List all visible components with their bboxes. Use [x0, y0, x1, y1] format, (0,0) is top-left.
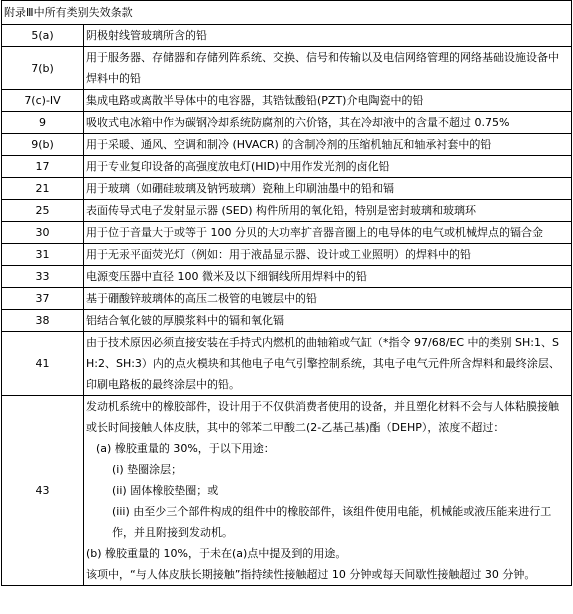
item-description — [84, 222, 572, 244]
item-code: 41 — [2, 332, 84, 396]
table-row — [2, 288, 572, 310]
item-description — [84, 178, 572, 200]
item-description — [84, 47, 572, 90]
description-line: 集成电路或离散半导体中的电容器，其锆钛酸铅(PZT)介电陶瓷中的铅 — [86, 94, 424, 107]
item-description — [84, 156, 572, 178]
exemption-table — [1, 24, 572, 586]
item-description — [84, 134, 572, 156]
document — [1, 0, 572, 586]
item-code: 9 — [2, 112, 84, 134]
description-line: (ii) 固体橡胶垫圈；或 — [112, 484, 219, 497]
description-line: 由于技术原因必须直接安装在手持式内燃机的曲轴箱或气缸（*指令 97/68/EC 中的类别 SH:1、SH:2、SH:3）内的点火模块和其他电子电气引擎控制系统，其电子电气元件所含焊料和最终涂层、印刷电路板的最终涂层中的铅。 — [86, 336, 560, 391]
table-row — [2, 222, 572, 244]
table-row — [2, 25, 572, 47]
description-line: 用于玻璃（如硼硅玻璃及钠钙玻璃）瓷釉上印刷油墨中的铅和镉 — [86, 182, 394, 195]
description-line: 表面传导式电子发射显示器 (SED) 构件所用的氧化铅，特别是密封玻璃和玻璃环 — [86, 204, 476, 217]
item-code: 5(a) — [2, 25, 84, 47]
table-caption: 附录Ⅲ中所有类别失效条款 — [1, 0, 572, 24]
description-line: (a) 橡胶重量的 30%，于以下用途： — [96, 442, 275, 455]
item-code: 25 — [2, 200, 84, 222]
description-line: (b) 橡胶重量的 10%，于未在(a)点中提及到的用途。 — [86, 547, 347, 560]
item-code: 38 — [2, 310, 84, 332]
description-line: 该项中，“与人体皮肤长期接触”指持续性接触超过 10 分钟或每天间歇性接触超过 30 分钟。 — [86, 568, 536, 581]
description-line: 用于服务器、存储器和存储列阵系统、交换、信号和传输以及电信网络管理的网络基础设施设备中焊料中的铅 — [86, 51, 559, 85]
item-code: 37 — [2, 288, 84, 310]
item-description — [84, 332, 572, 396]
item-description — [84, 244, 572, 266]
description-line: 电源变压器中直径 100 微米及以下细铜线所用焊料中的铅 — [86, 270, 367, 283]
item-code: 17 — [2, 156, 84, 178]
item-description — [84, 90, 572, 112]
item-description — [84, 288, 572, 310]
table-row — [2, 332, 572, 396]
table-row — [2, 112, 572, 134]
table-row — [2, 134, 572, 156]
table-row — [2, 90, 572, 112]
description-line: 阴极射线管玻璃所含的铅 — [86, 29, 207, 42]
description-line: 吸收式电冰箱中作为碳钢冷却系统防腐剂的六价铬，其在冷却液中的含量不超过 0.75% — [86, 116, 510, 129]
item-description — [84, 200, 572, 222]
description-line: (iii) 由至少三个部件构成的组件中的橡胶部件，该组件使用电能，机械能或液压能来进行工作，并且附接到发动机。 — [112, 505, 552, 539]
description-line: 发动机系统中的橡胶部件，设计用于不仅供消费者使用的设备，并且塑化材料不会与人体粘膜接触或长时间接触人体皮肤，其中的邻苯二甲酸二(2-乙基己基)酯（DEHP），浓度不超过： — [86, 400, 559, 434]
item-description — [84, 310, 572, 332]
item-code: 43 — [2, 396, 84, 586]
item-code: 7(c)-IV — [2, 90, 84, 112]
item-code: 21 — [2, 178, 84, 200]
table-row — [2, 396, 572, 586]
description-line: 基于硼酸锌玻璃体的高压二极管的电镀层中的铅 — [86, 292, 317, 305]
description-line: (i) 垫圈涂层； — [112, 463, 183, 476]
item-code: 7(b) — [2, 47, 84, 90]
description-line: 用于无汞平面荧光灯（例如：用于液晶显示器、设计或工业照明）的焊料中的铅 — [86, 248, 471, 261]
table-row — [2, 47, 572, 90]
item-code: 30 — [2, 222, 84, 244]
table-row — [2, 266, 572, 288]
description-line: 铝结合氧化铍的厚膜浆料中的镉和氧化镉 — [86, 314, 284, 327]
item-description — [84, 25, 572, 47]
item-description — [84, 112, 572, 134]
item-description — [84, 266, 572, 288]
table-row — [2, 156, 572, 178]
table-row — [2, 200, 572, 222]
table-row — [2, 178, 572, 200]
table-row — [2, 244, 572, 266]
description-line: 用于位于音量大于或等于 100 分贝的大功率扩音器音圈上的电导体的电气或机械焊点的镉合金 — [86, 226, 543, 239]
item-code: 31 — [2, 244, 84, 266]
description-line: 用于采暖、通风、空调和制冷 (HVACR) 的含制冷剂的压缩机轴瓦和轴承衬套中的铅 — [86, 138, 492, 151]
item-code: 33 — [2, 266, 84, 288]
table-row — [2, 310, 572, 332]
item-code: 9(b) — [2, 134, 84, 156]
description-line: 用于专业复印设备的高强度放电灯(HID)中用作发光剂的卤化铅 — [86, 160, 390, 173]
item-description — [84, 396, 572, 586]
